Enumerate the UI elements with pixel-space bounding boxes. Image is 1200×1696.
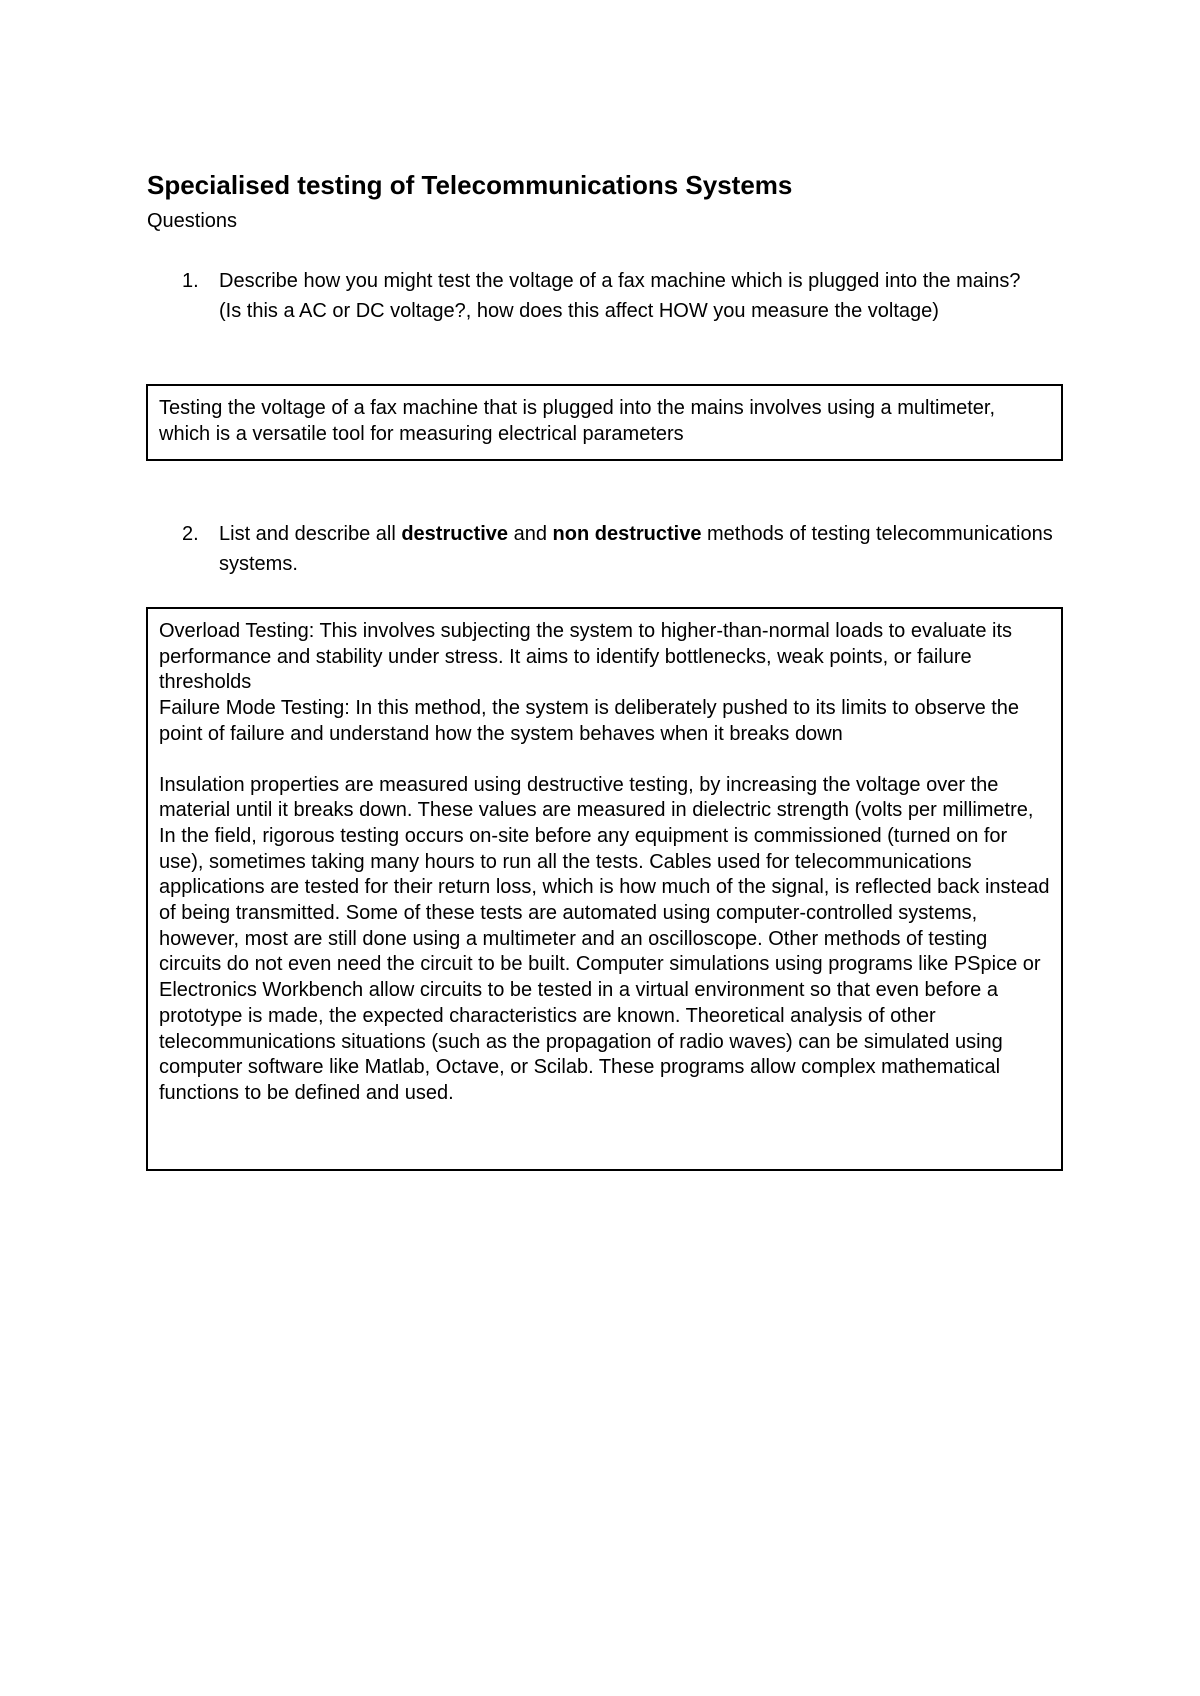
question-text-suffix: methods of testing telecommunications systems. [219,523,1053,575]
question-text [219,266,1067,326]
question-number: 1. [182,270,199,292]
answer-paragraph: Failure Mode Testing: In this method, the system is deliberately pushed to its limits to observe the point of failure and understand how the system behaves when it breaks down [159,697,1020,745]
question-keyword-non-destructive: non destructive [552,523,702,545]
paragraph-spacer [159,748,1051,773]
question-line: Describe how you might test the voltage of a fax machine which is plugged into the mains? [219,270,1021,292]
question-text-mid: and [508,523,553,545]
answer-paragraph: Insulation properties are measured using destructive testing, by increasing the voltage over the material until it breaks down. These values are measured in dielectric strength (volts per millimetre, In the field, rigorous testing occurs on-site before any equipment is commissioned (turned on for use), sometimes taking many hours to run all the tests. Cables used for telecommunications applications are tested for their return loss, which is how much of the signal, is reflected back instead of being transmitted. Some of these tests are automated using computer-controlled systems, however, most are still done using a multimeter and an oscilloscope. Other methods of testing circuits do not even need the circuit to be built. Computer simulations using programs like PSpice or Electronics Workbench allow circuits to be tested in a virtual environment so that even before a prototype is made, the expected characteristics are known. Theoretical analysis of other telecommunications situations (such as the propagation of radio waves) can be simulated using computer software like Matlab, Octave, or Scilab. These programs allow complex mathematical functions to be defined and used. [159,773,1050,1104]
page-title: Specialised testing of Telecommunications Systems [147,170,793,200]
question-keyword-destructive: destructive [401,523,509,545]
question-text-prefix: List and describe all [219,523,402,545]
question-1 [147,266,1067,326]
question-text [219,519,1067,579]
answer-box-2[interactable] [146,607,1063,1171]
question-number: 2. [182,523,199,545]
answer-paragraph: Overload Testing: This involves subjecting the system to higher-than-normal loads to evaluate its performance and stability under stress. It aims to identify bottlenecks, weak points, or failure thresholds [159,620,1013,694]
question-hint: (Is this a AC or DC voltage?, how does this affect HOW you measure the voltage) [219,300,939,322]
question-2 [147,519,1067,579]
answer-text: Testing the voltage of a fax machine that is plugged into the mains involves using a multimeter, which is a versatile tool for measuring electrical parameters [159,397,996,445]
page-subtitle: Questions [147,210,238,232]
answer-box-1[interactable] [146,384,1063,461]
